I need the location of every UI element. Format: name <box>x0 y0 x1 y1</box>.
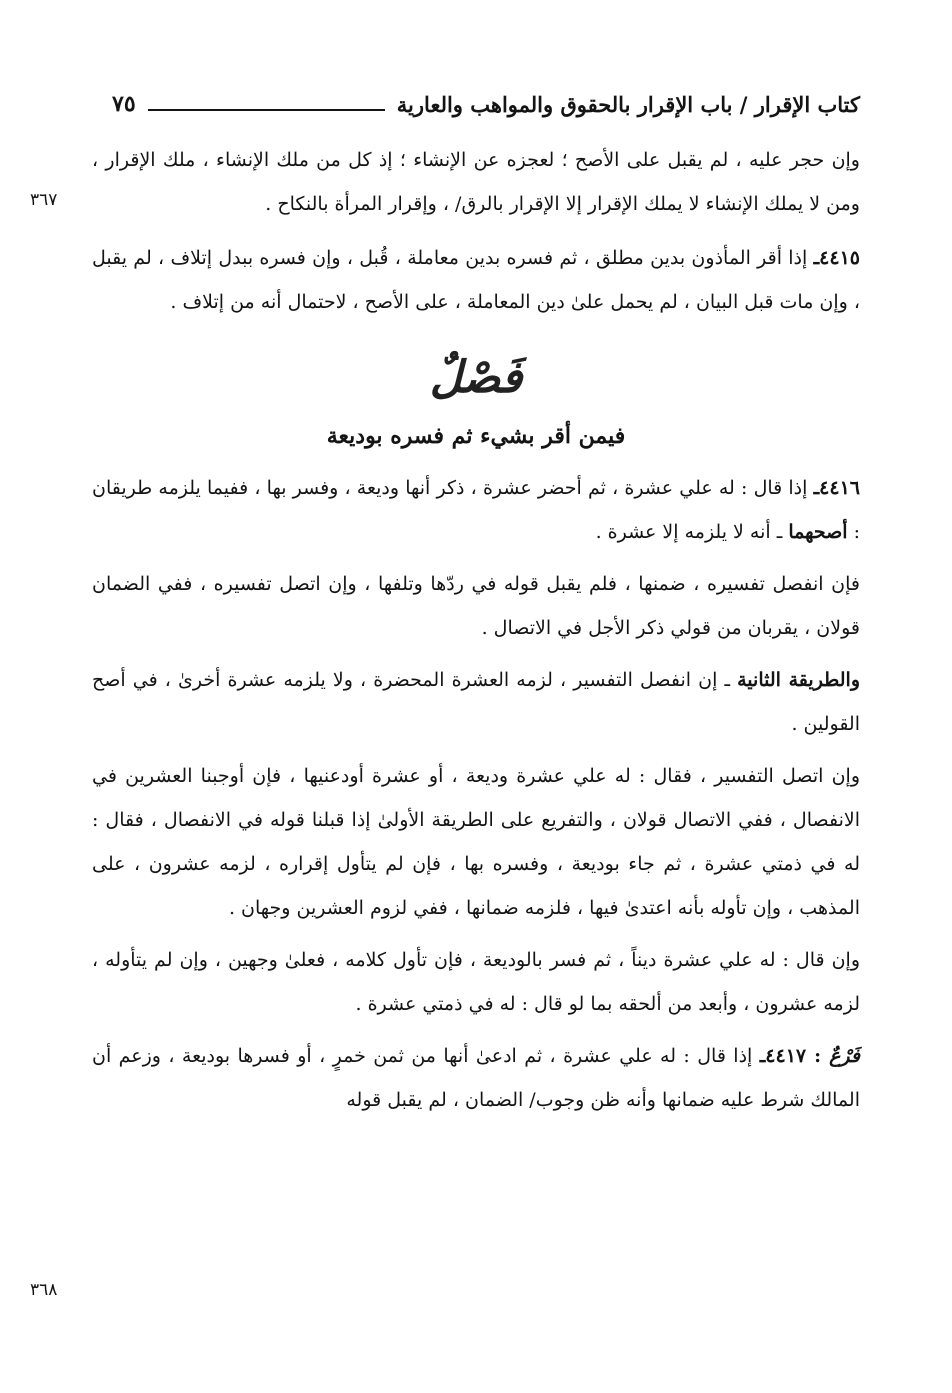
paragraph-7-text: وإن قال : له علي عشرة ديناً ، ثم فسر بالوديعة ، فإن تأول كلامه ، فعلىٰ وجهين ، وإن لم يتأوله ، لزمه عشرون ، وأبعد من ألحقه بما لو قال : له في ذمتي عشرة . <box>92 949 860 1015</box>
paragraph-3-bold: أصحهما <box>788 521 848 543</box>
margin-note-367: ٣٦٧ <box>30 190 58 210</box>
paragraph-5-bold: والطريقة الثانية <box>737 669 861 691</box>
margin-note-368: ٣٦٨ <box>30 1280 58 1300</box>
paragraph-7 <box>92 938 860 1026</box>
paragraph-6-text: وإن اتصل التفسير ، فقال : له علي عشرة وديعة ، أو عشرة أودعنيها ، فإن أوجبنا العشرين في الانفصال ، ففي الاتصال قولان ، والتفريع على الطريقة الأولىٰ إذا قبلنا قوله في الانفصال ، فقال : له في ذمتي عشرة ، ثم جاء بوديعة ، وفسره بها ، فإن لم يتأول إقراره ، لزمه عشرون ، على المذهب ، وإن تأوله بأنه اعتدىٰ فيها ، فلزمه ضمانها ، ففي لزوم العشرين وجهان . <box>92 765 860 919</box>
paragraph-3-text-b: ـ أنه لا يلزمه إلا عشرة . <box>595 521 789 543</box>
paragraph-3-number: ٤٤١٦ـ <box>813 477 860 499</box>
paragraph-2-number: ٤٤١٥ـ <box>813 247 860 269</box>
header-title: كتاب الإقرار / باب الإقرار بالحقوق والمواهب والعارية <box>396 91 860 117</box>
page-number: ٧٥ <box>112 91 136 117</box>
paragraph-8-text: إذا قال : له علي عشرة ، ثم ادعىٰ أنها من ثمن خمرٍ ، أو فسرها بوديعة ، وزعم أن المالك شرط عليه ضمانها وأنه ظن وجوب/ الضمان ، لم يقبل قوله <box>92 1045 860 1111</box>
paragraph-1 <box>92 138 860 226</box>
fasl-heading <box>92 350 860 408</box>
page-header <box>112 84 860 124</box>
document-body <box>92 138 860 1130</box>
far-mark: فَرْعٌ <box>829 1045 860 1067</box>
fasl-ornament: فَصْلٌ <box>429 352 523 403</box>
paragraph-3 <box>92 466 860 554</box>
paragraph-2-text: إذا أقر المأذون بدين مطلق ، ثم فسره بدين معاملة ، قُبل ، وإن فسره ببدل إتلاف ، لم يقبل ، وإن مات قبل البيان ، لم يحمل علىٰ دين المعاملة ، على الأصح ، لاحتمال أنه من إتلاف . <box>92 247 860 313</box>
section-title: فيمن أقر بشيء ثم فسره بوديعة <box>326 423 626 449</box>
paragraph-3-text-a: إذا قال : له علي عشرة ، ثم أحضر عشرة ، ذكر أنها وديعة ، وفسر بها ، ففيما يلزمه طريقان : <box>92 477 860 543</box>
paragraph-4-text: فإن انفصل تفسيره ، ضمنها ، فلم يقبل قوله في ردّها وتلفها ، وإن اتصل تفسيره ، ففي الضمان قولان ، يقربان من قولي ذكر الأجل في الاتصال . <box>92 573 860 639</box>
paragraph-8 <box>92 1034 860 1122</box>
header-rule <box>148 109 385 111</box>
paragraph-5 <box>92 658 860 746</box>
paragraph-6 <box>92 754 860 930</box>
paragraph-5-text: ـ إن انفصل التفسير ، لزمه العشرة المحضرة ، ولا يلزمه عشرة أخرىٰ ، في أصح القولين . <box>92 669 860 735</box>
paragraph-2 <box>92 236 860 324</box>
paragraph-8-number: : ٤٤١٧ـ <box>759 1045 830 1067</box>
paragraph-1-text: وإن حجر عليه ، لم يقبل على الأصح ؛ لعجزه عن الإنشاء ؛ إذ كل من ملك الإنشاء ، ملك الإقرار ، ومن لا يملك الإنشاء لا يملك الإقرار إلا الإقرار بالرق/ ، وإقرار المرأة بالنكاح . <box>92 149 860 215</box>
paragraph-4 <box>92 562 860 650</box>
